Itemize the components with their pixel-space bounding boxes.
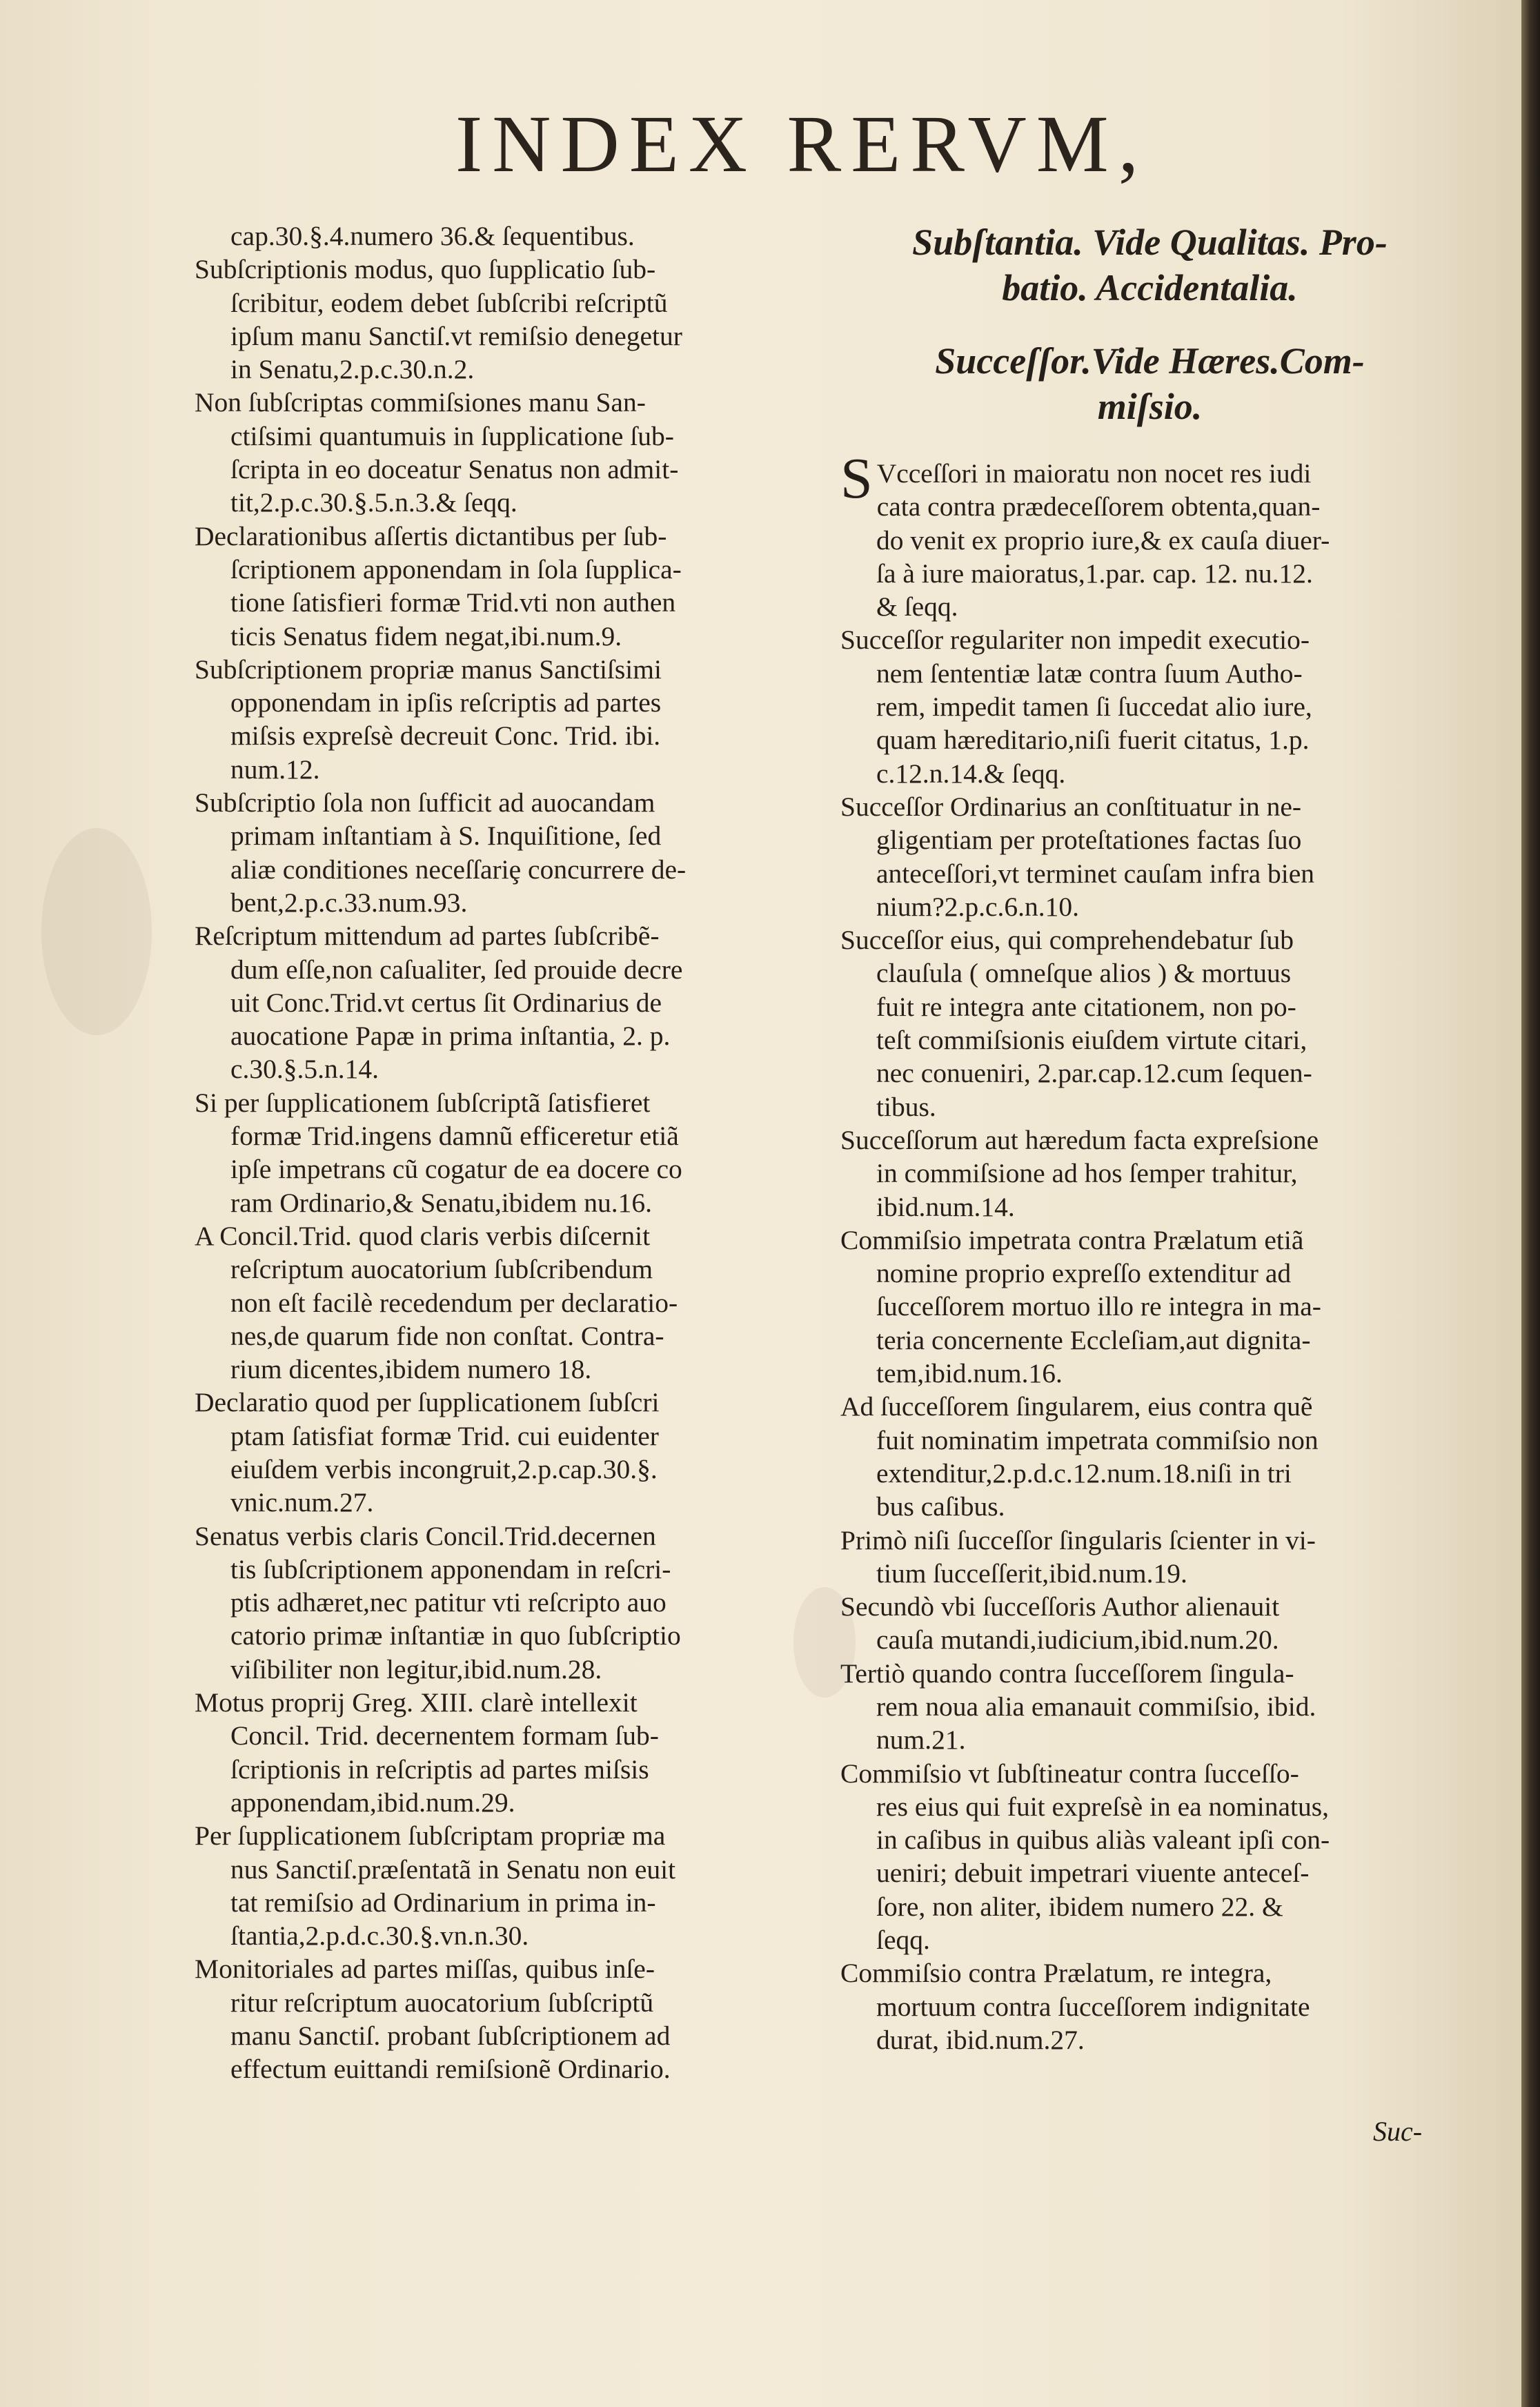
- heading-line: Subſtantia. Vide Qualitas. Pro-: [912, 222, 1388, 263]
- index-entry-continuation: reſcriptum auocatorium ſubſcribendum: [230, 1254, 653, 1285]
- index-entry-continuation: rem noua alia emanauit commiſsio, ibid.: [876, 1691, 1316, 1722]
- index-entry: Non ſubſcriptas commiſsiones manu San-: [195, 387, 646, 418]
- index-entry-continuation: formæ Trid.ingens damnũ efficeretur etiã: [230, 1121, 679, 1152]
- index-entry-continuation: anteceſſori,vt terminet cauſam infra bien: [876, 858, 1315, 889]
- right-entries: [840, 446, 1459, 2056]
- index-entry: Commiſsio vt ſubſtineatur contra ſucceſſo-: [840, 1758, 1299, 1789]
- index-entry-continuation: nec conueniri, 2.par.cap.12.cum ſequen-: [876, 1058, 1312, 1089]
- index-entry: Subſcriptio ſola non ſufficit ad auocandam: [195, 787, 655, 818]
- index-entry-continuation: nium?2.p.c.6.n.10.: [876, 891, 1080, 922]
- index-entry-continuation: cata contra prædeceſſorem obtenta,quan-: [876, 491, 1321, 522]
- index-entry-continuation: tibus.: [876, 1091, 936, 1122]
- index-entry-continuation: tat remiſsio ad Ordinarium in prima in-: [230, 1887, 656, 1918]
- index-entry: A Concil.Trid. quod claris verbis diſcernit: [195, 1220, 651, 1251]
- index-entry-continuation: mortuum contra ſucceſſorem indignitate: [876, 1991, 1310, 2022]
- index-entry-continuation: catorio primæ inſtantiæ in quo ſubſcriptio: [230, 1620, 681, 1651]
- index-entry-continuation: effectum euittandi remiſsionẽ Ordinario.: [230, 2054, 671, 2085]
- index-entry-continuation: ſucceſſorem mortuo illo re integra in ma-: [876, 1291, 1321, 1322]
- book-spine-shadow: [1521, 0, 1540, 2407]
- index-entry-continuation: & ſeqq.: [876, 591, 958, 622]
- index-entry-continuation: nes,de quarum fide non conſtat. Contra-: [230, 1320, 664, 1351]
- index-entry-continuation: c.30.§.5.n.14.: [230, 1054, 379, 1085]
- index-entry-continuation: ſtantia,2.p.d.c.30.§.vn.n.30.: [230, 1920, 529, 1952]
- index-entry-continuation: in commiſsione ad hos ſemper trahitur,: [876, 1158, 1298, 1189]
- index-entry: Monitoriales ad partes miſſas, quibus inſe-: [195, 1954, 655, 1985]
- index-entry-continuation: ram Ordinario,& Senatu,ibidem nu.16.: [230, 1187, 653, 1218]
- index-entry: Declarationibus aſſertis dictantibus per ſub-: [195, 520, 667, 551]
- index-entry-continuation: fuit re integra ante citationem, non po-: [876, 991, 1296, 1022]
- index-entry: Commiſsio contra Prælatum, re integra,: [840, 1958, 1272, 1989]
- index-entry: Vcceſſori in maioratu non nocet res iudi: [876, 458, 1312, 489]
- index-entry-continuation: ipſum manu Sanctiſ.vt remiſsio denegetur: [230, 320, 682, 351]
- drop-capital: S: [840, 446, 873, 511]
- heading-substantia: [840, 219, 1459, 311]
- index-entry-continuation: teria concernente Eccleſiam,aut dignita-: [876, 1324, 1311, 1355]
- index-entry-continuation: gligentiam per proteſtationes factas ſuo: [876, 825, 1302, 856]
- right-column: [840, 219, 1459, 2056]
- index-entry-continuation: num.12.: [230, 754, 320, 785]
- index-entry-continuation: in caſibus in quibus aliàs valeant ipſi con-: [876, 1825, 1330, 1856]
- index-entry-continuation: Concil. Trid. decernentem formam ſub-: [230, 1720, 659, 1751]
- catchword: Suc-: [1373, 2116, 1423, 2147]
- index-entry-continuation: eiuſdem verbis incongruit,2.p.cap.30.§.: [230, 1453, 658, 1484]
- index-entry-continuation: ptis adhæret,nec patitur vti reſcripto auo: [230, 1587, 667, 1618]
- index-entry-continuation: cauſa mutandi,iudicium,ibid.num.20.: [876, 1624, 1279, 1656]
- index-entry-continuation: ſeqq.: [876, 1925, 930, 1956]
- index-entry-continuation: non eſt facilè recedendum per declaratio-: [230, 1287, 678, 1318]
- index-entry-continuation: ueniri; debuit impetrari viuente anteceſ-: [876, 1858, 1310, 1889]
- index-entry: Tertiò quando contra ſucceſſorem ſingula-: [840, 1658, 1294, 1689]
- heading-line: batio. Accidentalia.: [1002, 267, 1298, 308]
- index-entry-continuation: ctiſsimi quantumuis in ſupplicatione ſub-: [230, 420, 674, 451]
- index-entry-continuation: apponendam,ibid.num.29.: [230, 1787, 515, 1818]
- index-entry-continuation: rem, impedit tamen ſi ſuccedat alio iure,: [876, 691, 1312, 723]
- index-entry-continuation: ptam ſatisfiat formæ Trid. cui euidenter: [230, 1420, 659, 1451]
- index-entry-continuation: teſt commiſsionis eiuſdem virtute citari,: [876, 1025, 1307, 1056]
- index-entry-continuation: ſcripta in eo doceatur Senatus non admit-: [230, 454, 679, 485]
- index-entry: Commiſsio impetrata contra Prælatum etiã: [840, 1224, 1304, 1255]
- index-entry: Motus proprij Greg. XIII. clarè intellexit: [195, 1687, 638, 1718]
- index-entry-continuation: vnic.num.27.: [230, 1487, 374, 1518]
- index-entry-continuation: num.21.: [876, 1725, 966, 1756]
- index-entry-continuation: c.12.n.14.& ſeqq.: [876, 758, 1066, 789]
- index-entry-continuation: tium ſucceſſerit,ibid.num.19.: [876, 1558, 1187, 1589]
- index-entry-continuation: aliæ conditiones neceſſariȩ concurrere de-: [230, 854, 687, 885]
- index-entry: Succeſſor Ordinarius an conſtituatur in ne-: [840, 791, 1302, 822]
- index-entry-continuation: fuit nominatim impetrata commiſsio non: [876, 1424, 1319, 1455]
- index-entry-continuation: dum eſſe,non caſualiter, ſed prouide decre: [230, 954, 683, 985]
- index-entry-continuation: ſcriptionem apponendam in ſola ſupplica-: [230, 553, 682, 584]
- index-entry-continuation: quam hæreditario,niſi fuerit citatus, 1.p.: [876, 725, 1310, 756]
- index-entry-continuation: ipſe impetrans cũ cogatur de ea docere co: [230, 1154, 682, 1185]
- index-entry-continuation: auocatione Papæ in prima inſtantia, 2. p.: [230, 1021, 671, 1052]
- index-entry-continuation: ſore, non aliter, ibidem numero 22. &: [876, 1891, 1283, 1922]
- index-entry-continuation: ibid.num.14.: [876, 1191, 1015, 1222]
- index-entry-continuation: viſibiliter non legitur,ibid.num.28.: [230, 1653, 602, 1684]
- index-entry-continuation: tione ſatisfieri formæ Trid.vti non authen: [230, 587, 676, 618]
- index-entry-continuation: ſcribitur, eodem debet ſubſcribi reſcriptũ: [230, 287, 668, 318]
- index-entry-continuation: nem ſententiæ latæ contra ſuum Autho-: [876, 658, 1303, 689]
- index-entry: Per ſupplicationem ſubſcriptam propriæ ma: [195, 1820, 666, 1851]
- index-entry-continuation: nus Sanctiſ.præſentatã in Senatu non euit: [230, 1854, 676, 1885]
- index-entry-continuation: bent,2.p.c.33.num.93.: [230, 887, 468, 918]
- index-entry-continuation: bus caſibus.: [876, 1491, 1005, 1522]
- index-entry-continuation: opponendam in ipſis reſcriptis ad partes: [230, 687, 662, 718]
- index-entry-continuation: tis ſubſcriptionem apponendam in reſcri-: [230, 1553, 671, 1584]
- index-entry-continuation: primam inſtantiam à S. Inquiſitione, ſed: [230, 821, 662, 852]
- heading-line: miſsio.: [1097, 386, 1203, 427]
- index-entry-continuation: rium dicentes,ibidem numero 18.: [230, 1354, 592, 1385]
- left-column: [195, 219, 829, 2086]
- index-entry: Si per ſupplicationem ſubſcriptã ſatisfieret: [195, 1087, 651, 1118]
- page-stain: [41, 828, 152, 1035]
- page-title: INDEX RERVM,: [455, 99, 1149, 189]
- index-entry: Succeſſor regulariter non impedit executio-: [840, 625, 1310, 656]
- index-entry-continuation: manu Sanctiſ. probant ſubſcriptionem ad: [230, 2021, 671, 2052]
- index-entry: Ad ſucceſſorem ſingularem, eius contra quẽ: [840, 1391, 1313, 1422]
- index-entry-continuation: tem,ibid.num.16.: [876, 1358, 1063, 1389]
- index-entry-continuation: durat, ibid.num.27.: [876, 2024, 1085, 2055]
- index-entry: Succeſſorum aut hæredum facta expreſsione: [840, 1124, 1319, 1155]
- index-entry-continuation: do venit ex proprio iure,& ex cauſa diuer-: [876, 524, 1330, 556]
- index-entry-continuation: ſcriptionis in reſcriptis ad partes miſsis: [230, 1753, 649, 1785]
- index-entry-continuation: miſsis expreſsè decreuit Conc. Trid. ibi.: [230, 720, 661, 751]
- index-entry: Secundò vbi ſucceſſoris Author alienauit: [840, 1591, 1280, 1622]
- index-entry-continuation: in Senatu,2.p.c.30.n.2.: [230, 354, 475, 385]
- index-entry-continuation: uit Conc.Trid.vt certus ſit Ordinarius de: [230, 987, 662, 1018]
- heading-successor: [840, 338, 1459, 429]
- index-entry: Subſcriptionis modus, quo ſupplicatio ſub-: [195, 254, 656, 285]
- index-entry-continuation: ticis Senatus fidem negat,ibi.num.9.: [230, 620, 622, 651]
- index-entry-continuation: nomine proprio expreſſo extenditur ad: [876, 1258, 1292, 1289]
- index-entry: Reſcriptum mittendum ad partes ſubſcribẽ-: [195, 921, 660, 952]
- index-entry-continuation: extenditur,2.p.d.c.12.num.18.niſi in tri: [876, 1457, 1292, 1489]
- index-entry: Succeſſor eius, qui comprehendebatur ſub: [840, 925, 1294, 956]
- index-entry: Primò niſi ſucceſſor ſingularis ſcienter in vi-: [840, 1524, 1316, 1555]
- index-entry-continuation: ſa à iure maioratus,1.par. cap. 12. nu.12.: [876, 558, 1313, 589]
- index-entry-continuation: tit,2.p.c.30.§.5.n.3.& ſeqq.: [230, 487, 517, 518]
- index-entry: Senatus verbis claris Concil.Trid.decernen: [195, 1520, 656, 1551]
- index-entry: Declaratio quod per ſupplicationem ſubſcri: [195, 1387, 660, 1418]
- index-entry-continuation: clauſula ( omneſque alios ) & mortuus: [876, 958, 1292, 989]
- index-entry-continuation: ritur reſcriptum auocatorium ſubſcriptũ: [230, 1987, 654, 2018]
- index-entry-continuation: res eius qui fuit expreſsè in ea nominatus,: [876, 1791, 1329, 1822]
- heading-line: Succeſſor.Vide Hæres.Com-: [935, 340, 1365, 382]
- index-entry: Subſcriptionem propriæ manus Sanctiſsimi: [195, 654, 662, 685]
- index-entry-continuation: cap.30.§.4.numero 36.& ſequentibus.: [230, 221, 635, 251]
